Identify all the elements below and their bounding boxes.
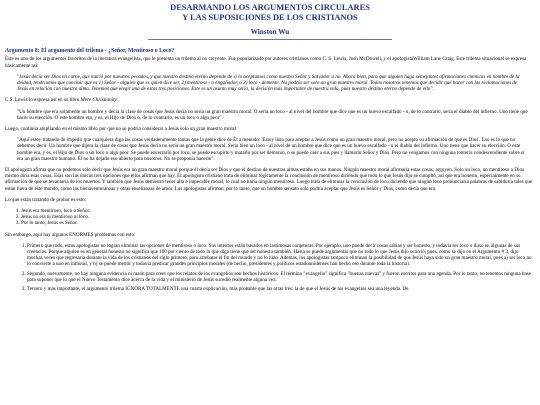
proof-intro: Lo que están tratando de probar es esto: [5,196,87,203]
section-heading: Argumento 8: El argumento del trilema - ¿Señor, Mentiroso o Loco? [5,48,175,55]
list-item: 2. Segundo, nuevamente, no hay ninguna evidencia ni razón para creer que los relatos de los evangelios son hechos históricos. El término "evangelio" significa "buenas nuevas" y fueron escritos para una agenda. Por lo tanto, no tenemos ninguna base para suponer que lo que el Nuevo Testamento dice acerca de la vida y el ministerio de Jesús sucedió realmente alguna vez. [27,271,535,283]
list-item: 3. Tercero y más importante, el argumento trilema IGNORA TOTALMENTE una cuarta explicación, más probable que las otras tres: la de que el Jesús de los evangelios sea una leyenda. De [27,286,535,292]
lewis-intro-end: : [116,97,119,104]
page-title [5,3,535,23]
trilemma-quote: "Jesús decía ser Dios en carne, que murió por nuestros pecados, y que nuestro destino eterno depende de si lo aceptamos como nuestro Señor y Salvador o no. Ahora bien, para que alguien haga semejantes afirmaciones címnicas en nombre de la deidad, tendríamos que concluir que es 1) Señor - alguien que es quien dice ser, 2) mentiroso - o engañador, o 3) loco - demente. No podría ser solo un gran maestro moral. Todos nosotros tenemos que decidir qué hacer con las reclamaciones de Jesús en relación con nuestra alma. Tenemos que elegir una de estas tres posiciones. Este es un asunto muy serio, la decisión más importante de nuestra vida, pues nuestro destino eterno depende de ello". [17,73,520,93]
list-item: 1. Jesús era mentiroso, loco o Señor. [21,208,535,214]
proof-list [21,208,535,227]
continuation-paragraph: Luego, continúa ampliando en el mismo libro por qué no se podría considerar a Jesús solo un gran maestro moral. [5,126,238,133]
author-name: Winston Wu [250,28,290,36]
lewis-quote-2: "Aquí estoy tratando de impedir que cualquiera diga las cosas verdaderamente tontas que la gente dice de Él a menudo: 'Estoy listo para aceptar a Jesús como un gran maestro moral, pero no acepto su afirmación de que es Dios'. Eso es lo que no debemos decir. Un hombre que dijera la clase de cosas que Jesús decía no sería un gran maestro moral. Sería bien un loco - al nivel de un hombre que dice que es un huevo escalfado - o el diablo del infierno. Uno tiene que hacer su elección. O este hombre era, y es, el Hijo de Dios o un loco o algo peor. Se puede encerrarlo por loco, se puede escupirlo y matarlo por ser demonio, o se puede caer a sus pies y llamarlo Señor y Dios. Pero no vengamos con ninguna tontería condescendiente sobre si era un gran maestro humano. Él no ha dejado eso abierto para nosotros. No se proponía hacerlo". [17,137,525,162]
apologist-paragraph: El apologista afirma que no podemos solo decir que Jesús era un gran maestro moral porque él decía ser Dios y que el destino de nuestras almas estaba en sus manos. Ningún maestro moral afirmaría estas cosas, arguyen. Solo un loco, un mentiroso o Dios mismo diría esas cosas. Esas son las únicas tres opciones que ellos afirman que hay. El apologista cristiano trata de eliminar lógicamente la conclusión de mentiroso diciendo que todo lo que Jesús dijo se cumplió, así que era honesto, especialmente en su afirmación de que se levantaría de los muertos. Y también que Jesús demostró tener alta e impecable moral, lo cual no haría ningún mentiroso. Luego trata de eliminar la conclusión de loco diciendo que ningún loco pronunciaría palabras de sabiduría tales que están fuera de este mundo, como las bienaventuranzas y otras enseñanzas de amor. Los apologistas afirman, por lo tanto, que un hombre sensato solo podría aceptar que Jesús es Señor y Dios, como decía que era. [5,167,533,192]
title-divider [148,39,392,40]
title-line-2: Y LAS SUPOSICIONES DE LOS CRISTIANOS [182,13,358,22]
lewis-intro-text: C.S. Lewis lo expresa así en su libro [5,97,81,104]
list-item: 1. Primero que todo, estos apologistas no logran eliminar las opciones de mentiroso o loco. Sus intentos están basados en lastimosas conjeturas. Por ejemplo, uno puede decir cosas sabias y ser honesto, y todavía ser loco o iluso en algunas de sus creencias. Porque alguien es en general honesto no significa que 100 por ciento de todo lo que diga tiene que ser honesto también. Hasta se puede argumentar que no todo lo que Jesús dijo ocurrió, pues, como se dijo en el Argumento # 3, dijo muchas veces que regresaría durante la vida de los cristianos del siglo primero, para arrebatar el fin del mundo y no lo hizo. Además, los apologistas tampoco eliminan la posibilidad de que Jesús haya sido un gran maestro moral, pues a) ser loco no lo convierte a uno en inmoral, y b) se puede mentir y todavía predicar grandes principios morales (de hecho, presidentes y políticos estadounidenses han hecho eso durante toda la historia). [27,243,535,268]
lewis-quote-1: "Un hombre que era solamente un hombre y decía la clase de cosas que Jesús decía no sería un gran maestro moral. O sería un loco - al nivel del hombre que dice que es un huevo escalfado - o, de lo contrario, sería el diablo del infierno. Uno tiene que hacer su elección. O este hombre era, y es, el Hijo de Dios o, de lo contrario, es un loco o algo peor". [17,108,528,121]
problems-list [17,243,535,292]
lewis-intro-paragraph [5,97,535,103]
list-item: 2. Jesús no era ni mentiroso ni loco. [21,214,535,220]
book-title: Mere Christianity [80,97,117,104]
title-line-1: DESARMANDO LOS ARGUMENTOS CIRCULARES [170,3,370,12]
intro-paragraph: Éste es uno de los argumentos favoritos de la literatura evangelista, que le presenta un trilema al no creyente. Fue popularizado por autores cristianos como C. S. Lewis, Josh McDowell, y el apologistaWilliam Lane Craig. Este trilema situacional se expresa básicamente así: [5,56,527,69]
problems-intro: Sin embargo, aquí hay algunos ENORMES problemas con esto: [5,231,136,238]
list-item: 3. Por lo tanto, Jesús es Señor. [21,220,535,226]
